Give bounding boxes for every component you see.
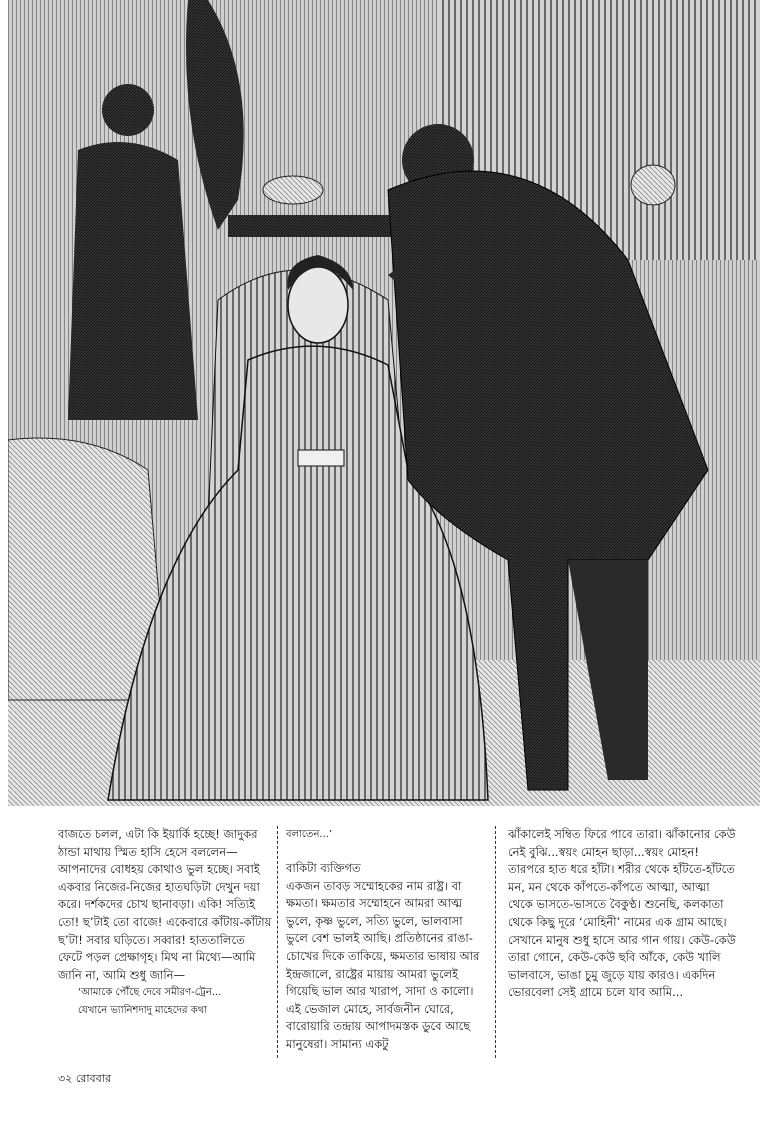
column-3-paragraph: ঝাঁকালেই সম্বিত ফিরে পাবে তারা। ঝাঁকানোর কেউ নেই বুঝি...স্বয়ং মোহন ছাড়া...স্বয়ং মোহন! তারপরে হাত ধরে হাঁটা। শরীর থেকে হাঁটতে-হাঁটতে মন, মন থেকে কাঁপতে-কাঁপতে আত্মা, আত্মা থেকে ভাসতে-ভাসতে বৈকুণ্ঠ। শুনেছি, কলকাতা থেকে কিছু দূরে ‘মোহিনী’ নামের এক গ্রাম আছে। সেখানে মানুষ শুধু হাসে আর গান গায়। কেউ-কেউ তারা গোনে, কেউ-কেউ ছবি আঁকে, কেউ খালি ভালবাসে, ভাঙা চুমু জুড়ে যায় কারও। একদিন ভোরবেলা সেই গ্রামে চলে যাব আমি...: [508, 827, 736, 1000]
column-divider-2: [495, 826, 496, 1058]
column-2-paragraph: একজন তাবড় সম্মোহকের নাম রাষ্ট্র। বা ক্ষমতা। ক্ষমতার সম্মোহনে আমরা আত্ম ভুলে, কৃষ্ণ ভুলে, সত্যি ভুলে, ভালবাসা ভুলে বেশ ভালই আছি। প্রতিষ্ঠানের রাঙা-চোখের দিকে তাকিয়ে, ক্ষমতার ভাষায় আর ইন্দ্রজালে, রাষ্ট্রের মায়ায় আমরা ভুলেই গিয়েছি ভাল আর খারাপ, সাদা ও কালো। এই ভেজাল মোহে, সার্বজনীন ঘোরে, বারোয়ারি তন্দ্রায় আপাদমস্তক ডুবে আছে মানুষেরা। সামান্য একটু: [286, 878, 480, 1051]
column-1-paragraph: বাজতে চলল, এটা কি ইয়ার্কি হচ্ছে! জাদুকর ঠান্ডা মাথায় স্মিত হাসি হেসে বললেন—আপনাদের বোধহয় কোথাও ভুল হচ্ছে। সবাই একবার নিজের-নিজের হাতঘড়িটা দেখুন দয়া করে। দর্শকদের চোখ ছানাবড়া। একি! সত্যিই তো! ছ’টাই তো বাজে! একেবারে কাঁটায়-কাঁটায় ছ’টা! সবার ঘড়িতে। সব্বার! হাততালিতে ফেটে পড়ল প্রেক্ষাগৃহ। মিথ না মিথ্যে—আমি জানি না, আমি শুধু জানি—: [58, 827, 272, 982]
poem-quote-line-1: ‘আমাকে পৌঁছে দেবে সমীরণ-ট্রেন...: [78, 987, 222, 999]
illustration-drawing: [8, 0, 760, 806]
section-subheading: বাকিটা ব্যক্তিগত: [286, 861, 361, 875]
poem-quote-line-2: যেখানে ভ্যানিশদাদু মাহেদের কথা: [78, 1005, 208, 1017]
magazine-section: রোববার: [75, 1072, 112, 1085]
column-1: [58, 826, 272, 1020]
page-number: ৩২: [58, 1072, 73, 1085]
page-footer: [58, 1070, 111, 1089]
engraving-illustration: [8, 0, 760, 806]
column-2: [286, 826, 486, 1054]
article-text: [0, 826, 770, 1066]
column-divider-1: [277, 826, 278, 1058]
column-3: [508, 826, 736, 1002]
poem-quote-end: বলাতেন...’: [286, 829, 333, 840]
